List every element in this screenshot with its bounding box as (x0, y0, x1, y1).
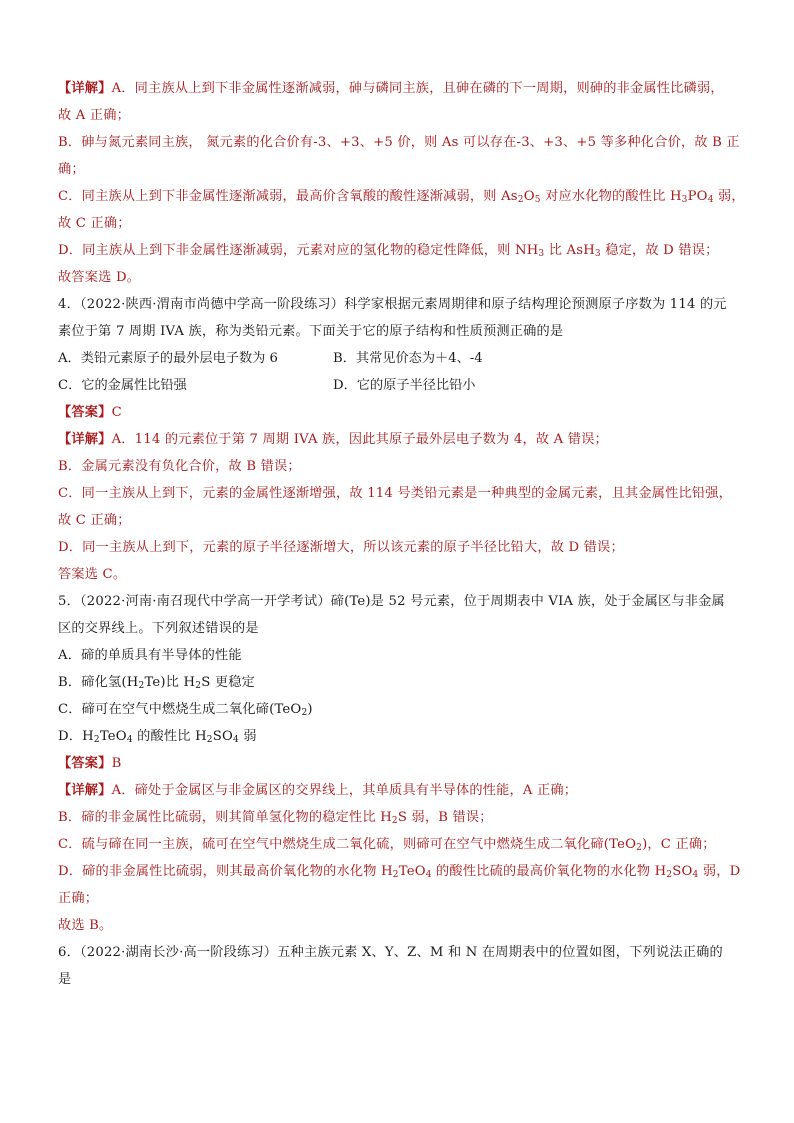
text-line (58, 458, 301, 476)
subscript: 4 (126, 735, 133, 745)
text-run: A．碲处于金属区与非金属区的交界线上，其单质具有半导体的性能，A 正确； (111, 783, 578, 798)
text-run: 答案选 C。 (58, 567, 127, 582)
text-run: 的酸性比硫的最高价氧化物的水化物 H (431, 864, 667, 879)
subscript: 2 (517, 195, 524, 205)
text-line (58, 809, 493, 827)
section-tag: 【详解】 (58, 432, 112, 447)
text-run: A．碲的单质具有半导体的性能 (58, 648, 242, 663)
text-run: A．同主族从上到下非金属性逐渐减弱，砷与磷同主族，且砷在磷的下一周期，则砷的非金属性比磷弱， (111, 81, 724, 96)
text-line (58, 971, 71, 989)
text-line (58, 107, 130, 125)
text-line (58, 917, 112, 935)
text-run: SO (212, 729, 233, 744)
text-run: C．同主族从上到下非金属性逐渐减弱，最高价含氧酸的酸性逐渐减弱，则 As (58, 189, 518, 204)
text-run: ) (307, 702, 313, 717)
subscript: 4 (232, 735, 239, 745)
subscript: 4 (707, 195, 714, 205)
section-tag: 【答案】 (58, 405, 112, 420)
subscript: 2 (301, 708, 308, 718)
text-run: A．114 的元素位于第 7 周期 IVA 族，因此其原子最外层电子数为 4，故 A 错误； (111, 432, 608, 447)
text-line (58, 134, 740, 152)
text-run: 是 (58, 972, 72, 987)
text-run: 故 C 正确； (58, 216, 131, 231)
choice-option: D．它的原子半径比铅小 (333, 378, 476, 393)
text-run: O (523, 189, 535, 204)
subscript: 4 (692, 870, 699, 880)
text-run: C．同一主族从上到下，元素的金属性逐渐增强，故 114 号类铅元素是一种典型的金属元素，且其金属性比铅强， (58, 486, 733, 501)
text-line (58, 188, 745, 206)
text-line (58, 512, 131, 530)
text-run: 素位于第 7 周期 IVA 族，称为类铅元素。下面关于它的原子结构和性质预测正确的是 (58, 324, 564, 339)
text-line (58, 728, 257, 746)
text-run: S 弱，B 错误； (397, 810, 493, 825)
labeled-line (58, 782, 577, 800)
text-run: 区的交界线上。下列叙述错误的是 (58, 621, 259, 636)
text-run: 弱 (238, 729, 257, 744)
text-run: Te)比 H (144, 675, 196, 690)
text-run: 故 A 正确； (58, 108, 131, 123)
text-line (58, 944, 723, 962)
labeled-line (58, 431, 608, 449)
section-tag: 【答案】 (58, 756, 112, 771)
text-run: 故选 B。 (58, 918, 113, 933)
text-run: B (111, 756, 122, 771)
text-run: D．碲的非金属性比硫弱，则其最高价氧化物的水化物 H (58, 864, 393, 879)
text-run: C．硫与碲在同一主族，硫可在空气中燃烧生成二氧化硫，则碲可在空气中燃烧生成二氧化碲(TeO (58, 837, 637, 852)
text-line (58, 620, 259, 638)
text-run: 故答案选 D。 (58, 270, 141, 285)
text-line (58, 674, 255, 692)
section-tag: 【详解】 (58, 783, 112, 798)
text-run: 故 C 正确； (58, 513, 131, 528)
text-run: B．砷与氮元素同主族， 氮元素的化合价有-3、+3、+5 价，则 As 可以存在-3、+3、+5 等多种化合价，故 B 正 (58, 135, 740, 150)
text-run: 4．（2022·陕西·渭南市尚德中学高一阶段练习）科学家根据元素周期律和原子结构理论预测原子序数为 114 的元 (58, 297, 727, 312)
labeled-line (58, 404, 122, 422)
text-run: TeO (398, 864, 426, 879)
subscript: 3 (681, 195, 688, 205)
text-run: 正确； (58, 891, 99, 906)
subscript: 2 (391, 816, 398, 826)
text-run: D．H (58, 729, 94, 744)
subscript: 3 (594, 249, 601, 259)
subscript: 2 (636, 843, 643, 853)
text-line (58, 890, 98, 908)
text-line (58, 836, 716, 854)
text-line (58, 323, 563, 341)
text-run: D．同一主族从上到下，元素的原子半径逐渐增大，所以该元素的原子半径比铅大，故 D 错误； (58, 540, 624, 555)
text-run: 6．（2022·湖南长沙·高一阶段练习）五种主族元素 X、Y、Z、M 和 N 在周期表中的位置如图，下列说法正确的 (58, 945, 723, 960)
choice-option: B．其常见价态为＋4、-4 (333, 351, 483, 366)
text-run: )，C 正确； (642, 837, 716, 852)
subscript: 2 (392, 870, 399, 880)
subscript: 4 (425, 870, 432, 880)
text-run: SO (672, 864, 693, 879)
text-run: 确； (58, 162, 85, 177)
labeled-line (58, 755, 121, 773)
text-run: 对应水化物的酸性比 H (540, 189, 682, 204)
text-run: 的酸性比 H (132, 729, 207, 744)
text-run: PO (687, 189, 708, 204)
text-line (58, 485, 732, 503)
text-line (58, 161, 85, 179)
text-run: S 更稳定 (201, 675, 255, 690)
text-line (58, 863, 740, 881)
choice-option: C．它的金属性比铅强 (58, 378, 187, 393)
text-line (58, 215, 131, 233)
subscript: 2 (666, 870, 673, 880)
text-line (58, 242, 719, 260)
text-run: 比 AsH (544, 243, 595, 258)
text-run: C (111, 405, 122, 420)
subscript: 2 (138, 681, 145, 691)
text-run: B．碲的非金属性比硫弱，则其简单氢化物的稳定性比 H (58, 810, 392, 825)
text-run: TeO (99, 729, 127, 744)
text-line (58, 539, 624, 557)
text-run: D．同主族从上到下非金属性逐渐减弱，元素对应的氢化物的稳定性降低，则 NH (58, 243, 539, 258)
section-tag: 【详解】 (58, 81, 112, 96)
text-line (58, 296, 727, 314)
text-run: 弱， (713, 189, 745, 204)
subscript: 2 (206, 735, 213, 745)
text-line (58, 269, 140, 287)
labeled-line (58, 80, 724, 98)
choice-option: A．类铅元素原子的最外层电子数为 6 (58, 351, 278, 366)
text-run: 弱，D (698, 864, 741, 879)
text-run: C．碲可在空气中燃烧生成二氧化碲(TeO (58, 702, 302, 717)
text-run: B．碲化氢(H (58, 675, 139, 690)
subscript: 3 (538, 249, 545, 259)
text-line (58, 566, 126, 584)
text-run: B．金属元素没有负化合价，故 B 错误； (58, 459, 301, 474)
text-run: 稳定，故 D 错误； (600, 243, 719, 258)
text-line (58, 701, 313, 719)
subscript: 5 (534, 195, 541, 205)
subscript: 2 (195, 681, 202, 691)
text-line (58, 647, 242, 665)
text-run: 5．（2022·河南·南召现代中学高一开学考试）碲(Te)是 52 号元素，位于周期表中 VIA 族，处于金属区与非金属 (58, 594, 725, 609)
text-line (58, 593, 725, 611)
subscript: 2 (93, 735, 100, 745)
